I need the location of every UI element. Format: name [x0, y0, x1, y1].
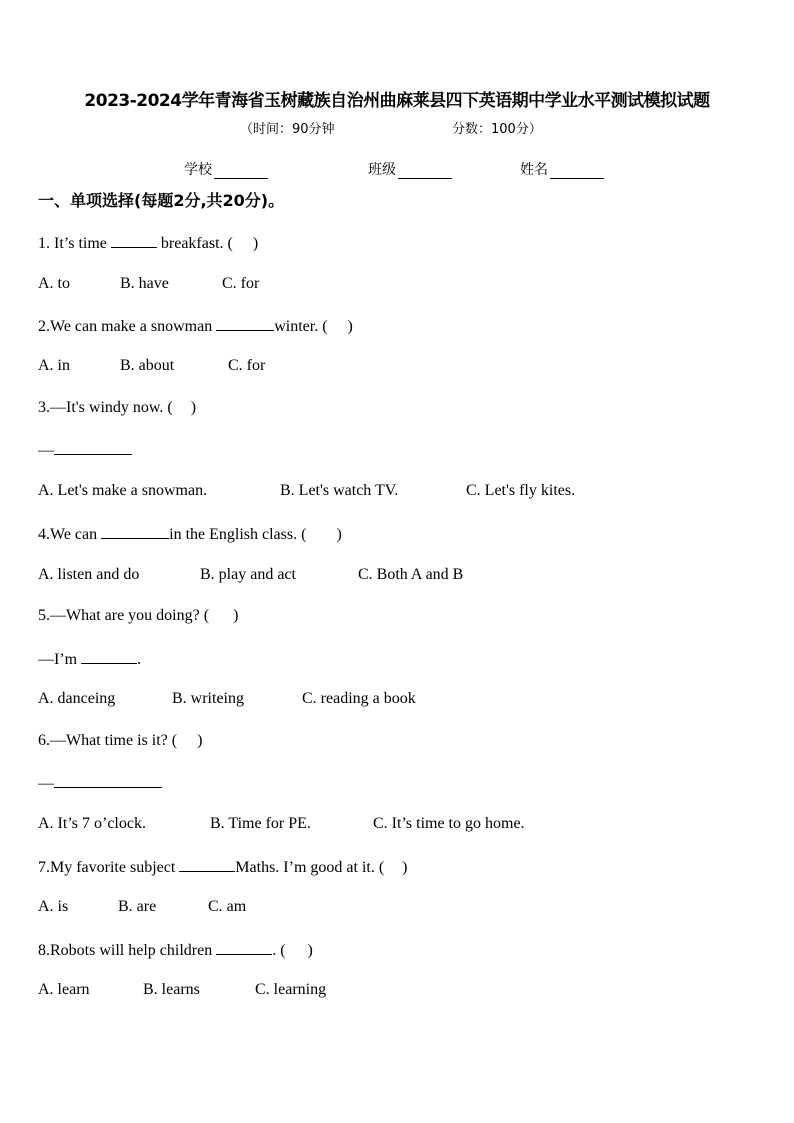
- school-label: 学校: [184, 162, 212, 178]
- q8-blank[interactable]: [216, 940, 272, 955]
- q7-stem-b: Maths. I’m good at it. (: [235, 859, 385, 876]
- school-field: [184, 159, 268, 179]
- q5-option-b[interactable]: B. writeing: [172, 690, 244, 707]
- q5-answer-line: [38, 649, 141, 669]
- question-5: [38, 607, 238, 625]
- q2-stem-a: 2.We can make a snowman: [38, 318, 213, 335]
- q6-stem-c: ): [197, 732, 203, 749]
- q7-stem-c: ): [402, 859, 408, 876]
- exam-title: 2023-2024学年青海省玉树藏族自治州曲麻莱县四下英语期中学业水平测试模拟试题: [84, 91, 710, 111]
- question-3: [38, 399, 196, 417]
- q3-option-a[interactable]: A. Let's make a snowman.: [38, 482, 208, 499]
- class-field: [368, 159, 452, 179]
- q2-stem-b: winter. (: [274, 318, 328, 335]
- question-2: [38, 316, 353, 336]
- q4-stem-c: ): [336, 526, 342, 543]
- question-4: [38, 524, 342, 544]
- q8-option-a[interactable]: A. learn: [38, 981, 90, 998]
- school-blank[interactable]: [214, 164, 268, 179]
- q4-blank[interactable]: [101, 524, 169, 539]
- q2-stem-c: ): [347, 318, 353, 335]
- exam-score: 分数：100分）: [452, 122, 542, 137]
- q6-option-b[interactable]: B. Time for PE.: [210, 815, 311, 832]
- q3-answer-prefix: —: [38, 442, 54, 459]
- q8-option-c[interactable]: C. learning: [255, 981, 327, 998]
- q6-option-a[interactable]: A. It’s 7 o’clock.: [38, 815, 146, 832]
- q2-blank[interactable]: [216, 316, 274, 331]
- q5-stem-a: 5.—What are you doing? (: [38, 607, 210, 624]
- q8-stem-a: 8.Robots will help children: [38, 942, 213, 959]
- q3-answer-line: [38, 440, 132, 460]
- q3-blank[interactable]: [54, 440, 132, 455]
- q6-stem-a: 6.—What time is it? (: [38, 732, 178, 749]
- q7-option-c[interactable]: C. am: [208, 898, 247, 915]
- q1-blank[interactable]: [111, 233, 157, 248]
- q6-option-c[interactable]: C. It’s time to go home.: [373, 815, 525, 832]
- q3-stem-a: 3.—It's windy now. (: [38, 399, 173, 416]
- q5-option-a[interactable]: A. danceing: [38, 690, 116, 707]
- q2-option-a[interactable]: A. in: [38, 357, 70, 374]
- q1-option-c[interactable]: C. for: [222, 275, 260, 292]
- q1-stem-b: breakfast. (: [160, 235, 233, 252]
- question-8: [38, 940, 313, 960]
- question-6: [38, 732, 202, 750]
- question-7: [38, 857, 408, 877]
- class-label: 班级: [368, 162, 396, 178]
- q5-answer-suffix: .: [137, 651, 142, 668]
- section-heading: 一、单项选择(每题2分,共20分)。: [38, 191, 285, 210]
- q3-option-c[interactable]: C. Let's fly kites.: [466, 482, 576, 499]
- q3-option-b[interactable]: B. Let's watch TV.: [280, 482, 399, 499]
- q4-option-b[interactable]: B. play and act: [200, 566, 296, 583]
- q1-option-a[interactable]: A. to: [38, 275, 70, 292]
- q5-stem-c: ): [233, 607, 239, 624]
- name-label: 姓名: [520, 162, 548, 178]
- q8-stem-c: ): [307, 942, 313, 959]
- q2-option-c[interactable]: C. for: [228, 357, 266, 374]
- q4-option-c[interactable]: C. Both A and B: [358, 566, 464, 583]
- q6-blank[interactable]: [54, 773, 162, 788]
- q7-stem-a: 7.My favorite subject: [38, 859, 176, 876]
- q1-stem-a: 1. It’s time: [38, 235, 107, 252]
- q5-blank[interactable]: [81, 649, 137, 664]
- q1-stem-c: ): [252, 235, 259, 252]
- q8-option-b[interactable]: B. learns: [143, 981, 200, 998]
- q8-stem-b: . (: [272, 942, 286, 959]
- q7-blank[interactable]: [179, 857, 235, 872]
- q4-option-a[interactable]: A. listen and do: [38, 566, 140, 583]
- question-1: [38, 233, 258, 253]
- class-blank[interactable]: [398, 164, 452, 179]
- exam-time: （时间：90分钟: [240, 122, 335, 137]
- q6-answer-line: [38, 773, 162, 793]
- q4-stem-b: in the English class. (: [169, 526, 307, 543]
- q7-option-a[interactable]: A. is: [38, 898, 69, 915]
- q5-option-c[interactable]: C. reading a book: [302, 690, 416, 707]
- q4-stem-a: 4.We can: [38, 526, 98, 543]
- q5-answer-prefix: —I’m: [38, 651, 78, 668]
- q7-option-b[interactable]: B. are: [118, 898, 157, 915]
- q2-option-b[interactable]: B. about: [120, 357, 175, 374]
- q1-option-b[interactable]: B. have: [120, 275, 169, 292]
- name-field: [520, 159, 604, 179]
- name-blank[interactable]: [550, 164, 604, 179]
- q6-answer-prefix: —: [38, 775, 54, 792]
- q3-stem-c: ): [190, 399, 197, 416]
